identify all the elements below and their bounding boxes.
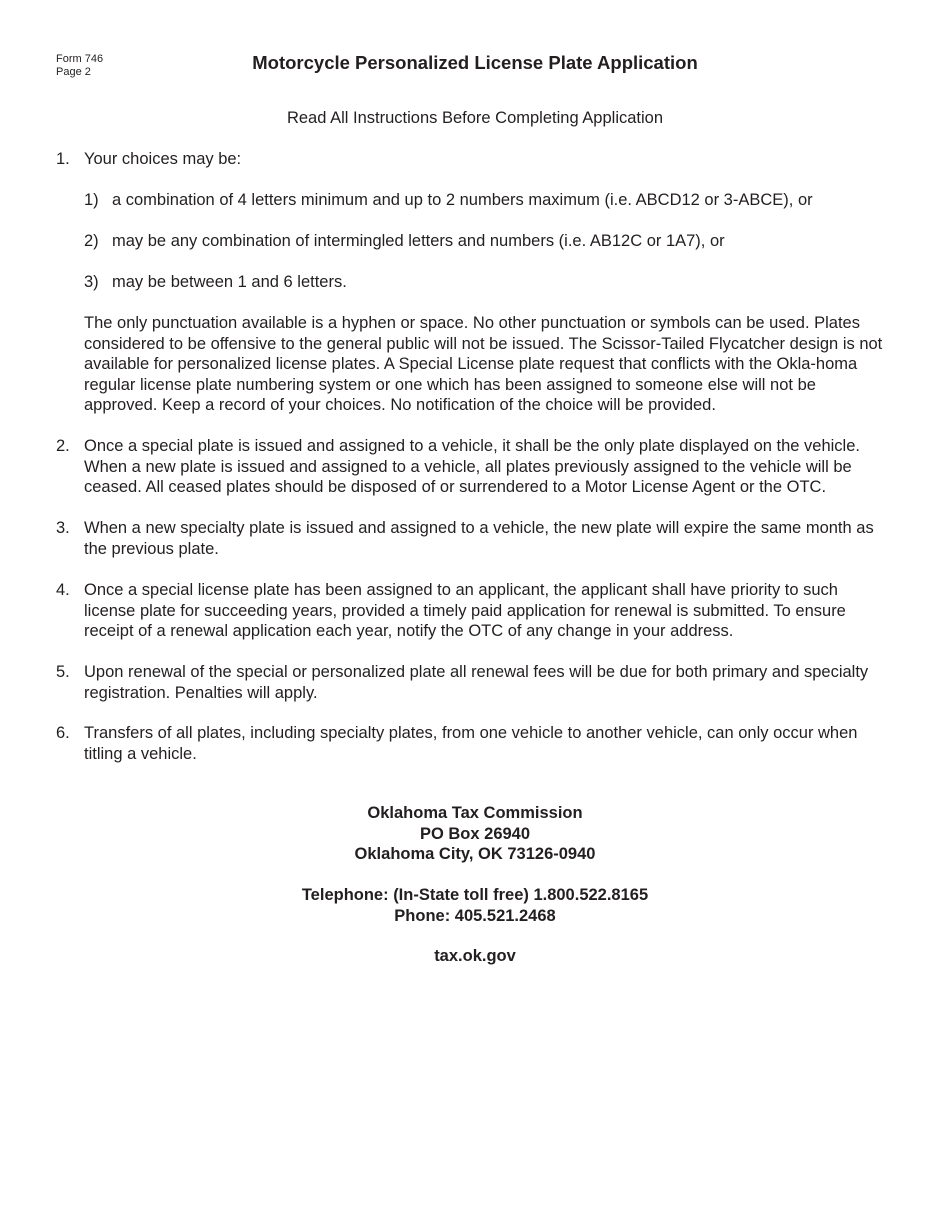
choice-3-text: may be between 1 and 6 letters. (112, 273, 347, 291)
instruction-4-number: 4. (56, 581, 70, 599)
instruction-2-number: 2. (56, 437, 70, 455)
instruction-1-number: 1. (56, 150, 70, 168)
contact-phones (0, 885, 950, 926)
instruction-5-text: Upon renewal of the special or personalized plate all renewal fees will be due for both primary and specialty registration. Penalties will apply. (84, 663, 869, 702)
instruction-3-number: 3. (56, 519, 70, 537)
instruction-1-text: Your choices may be: (84, 150, 242, 168)
contact-website (0, 946, 950, 967)
contact-address (0, 803, 950, 865)
website-link[interactable]: tax.ok.gov (434, 947, 516, 965)
choice-2-text: may be any combination of intermingled letters and numbers (i.e. AB12C or 1A7), or (112, 232, 725, 250)
organization-name: Oklahoma Tax Commission (367, 804, 583, 822)
instruction-1-note: The only punctuation available is a hyphen or space. No other punctuation or symbols can be used. Plates considered to be offensive to the general public will not be issued. The Scissor-Tailed Flycatcher design is not available for personalized license plates. A Special License plate request that conflicts with the Okla-homa regular license plate numbering system or one which has been assigned to someone else will not be approved. Keep a record of your choices. No notification of the choice will be provided. (84, 314, 883, 414)
instruction-6-text: Transfers of all plates, including specialty plates, from one vehicle to another vehicle, can only occur when titling a vehicle. (84, 724, 858, 763)
choice-3-number: 3) (84, 273, 99, 291)
choice-2-number: 2) (84, 232, 99, 250)
instruction-3-text: When a new specialty plate is issued and assigned to a vehicle, the new plate will expire the same month as the previous plate. (84, 519, 874, 558)
phone-number: Phone: 405.521.2468 (394, 906, 556, 925)
page-subtitle: Read All Instructions Before Completing Application (286, 109, 664, 127)
page-title: Motorcycle Personalized License Plate Application (252, 52, 698, 73)
instruction-4-text: Once a special license plate has been assigned to an applicant, the applicant shall have priority to such license plate for succeeding years, provided a timely paid application for renewal is submitted. To ensure receipt of a renewal application each year, notify the OTC of any change in your address. (84, 581, 846, 640)
form-number: Form 746 (56, 53, 104, 65)
city-state-zip: Oklahoma City, OK 73126-0940 (354, 845, 596, 863)
choice-1-text: a combination of 4 letters minimum and up to 2 numbers maximum (i.e. ABCD12 or 3-ABCE), or (112, 191, 813, 209)
page-label: Page 2 (56, 66, 91, 78)
instruction-5-number: 5. (56, 663, 70, 681)
instruction-6-number: 6. (56, 724, 70, 742)
toll-free-telephone: Telephone: (In-State toll free) 1.800.522.8165 (301, 886, 649, 904)
po-box: PO Box 26940 (419, 824, 531, 843)
choice-1-number: 1) (84, 191, 99, 209)
instruction-2-text: Once a special plate is issued and assigned to a vehicle, it shall be the only plate displayed on the vehicle. When a new plate is issued and assigned to a vehicle, all plates previously assigned to the vehicle will be ceased. All ceased plates should be disposed of or surrendered to a Motor License Agent or the OTC. (84, 437, 860, 496)
